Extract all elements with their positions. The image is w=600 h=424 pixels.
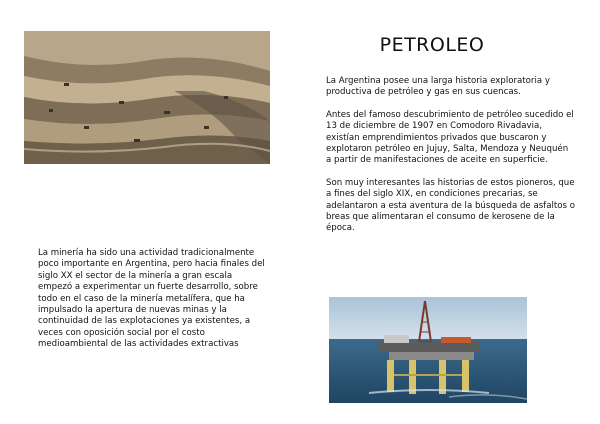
offshore-oil-rig-photo bbox=[329, 297, 527, 403]
mining-paragraph: La minería ha sido una actividad tradicionalmente poco importante en Argentina, pero hacia finales del siglo XX el sector de la minería a gran escala empezó a experimentar un fuerte desarrollo, sobre todo en el caso de la minería metalífera, que ha impulsado la apertura de nuevas minas y la continuidad de las explotaciones ya existentes, a veces con oposición social por el costo medioambiental de las actividades extractivas bbox=[38, 248, 265, 350]
page-title: PETROLEO bbox=[379, 34, 485, 56]
history-paragraph: Antes del famoso descubrimiento de petróleo sucedido el 13 de diciembre de 1907 en Comodoro Rivadavia, existían emprendimientos privados que buscaron y explotaron petróleo en Jujuy, Salta, Mendoza y Neuquén a partir de manifestaciones de aceite en superficie. bbox=[326, 109, 574, 166]
open-pit-mine-photo bbox=[24, 31, 270, 164]
intro-paragraph: La Argentina posee una larga historia exploratoria y productiva de petróleo y gas en sus cuencas. bbox=[326, 76, 550, 98]
pioneers-paragraph: Son muy interesantes las historias de estos pioneros, que a fines del siglo XIX, en condiciones precarias, se adelantaron a esta aventura de la búsqueda de asfaltos o breas que alimentaran el consumo de kerosene de la época. bbox=[326, 177, 575, 234]
petroleum-text-block bbox=[326, 76, 576, 246]
